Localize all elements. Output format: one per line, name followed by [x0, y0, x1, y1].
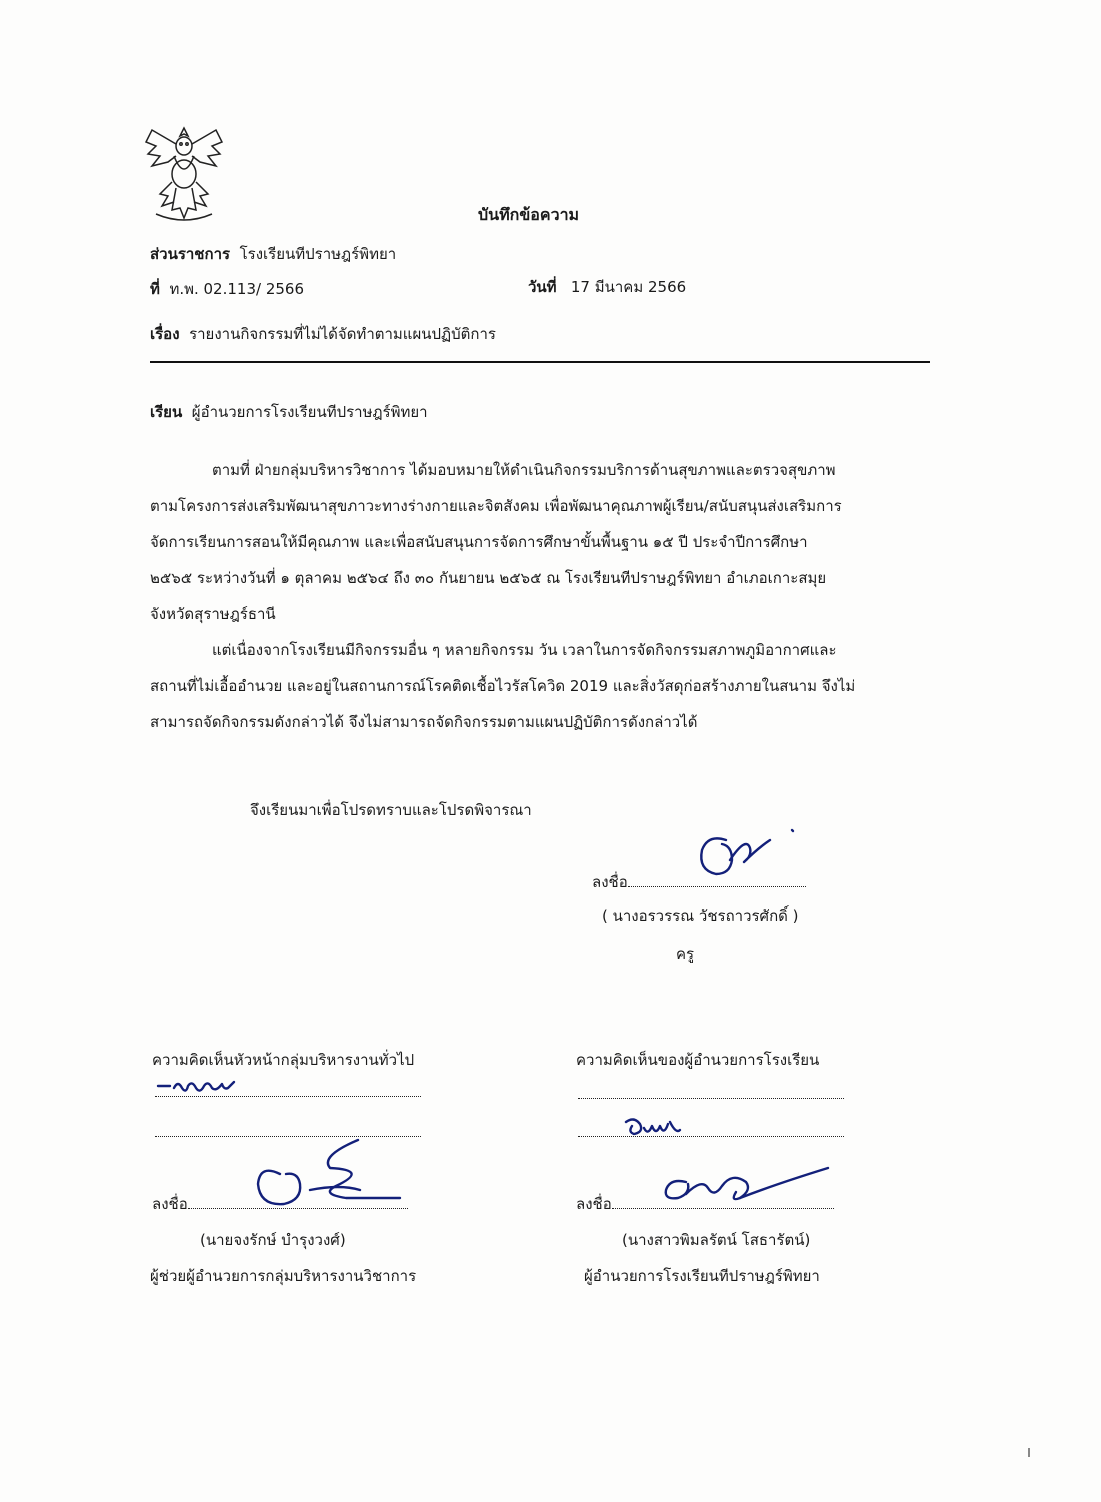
para1-line: ตามที่ ฝ่ายกลุ่มบริหารวิชาการ ได้มอบหมายให้ดำเนินกิจกรรมบริการด้านสุขภาพและตรวจสุขภาพ — [212, 461, 836, 479]
para1-line: ตามโครงการส่งเสริมพัฒนาสุขภาวะทางร่างกายและจิตสังคม เพื่อพัฒนาคุณภาพผู้เรียน/สนับสนุนส่งเสริมการ — [150, 497, 842, 515]
para2-line: สามารถจัดกิจกรรมดังกล่าวได้ จึงไม่สามารถจัดกิจกรรมตามแผนปฏิบัติการดังกล่าวได้ — [150, 713, 698, 731]
ref-label: ที่ — [150, 280, 160, 298]
to-value: ผู้อำนวยการโรงเรียนทีปราษฎร์พิทยา — [191, 403, 428, 421]
left-signature-icon — [250, 1134, 410, 1214]
left-signer-name: (นายจงรักษ์ บำรุงวงศ์) — [200, 1231, 346, 1249]
garuda-emblem-icon — [142, 122, 226, 226]
para1-line: จัดการเรียนการสอนให้มีคุณภาพ และเพื่อสนับสนุนการจัดการศึกษาขั้นพื้นฐาน ๑๕ ปี ประจำปีการศึกษา — [150, 533, 808, 551]
memo-title: บันทึกข้อความ — [478, 205, 580, 224]
right-comment-heading: ความคิดเห็นของผู้อำนวยการโรงเรียน — [576, 1051, 820, 1069]
left-comment-handwriting-icon — [154, 1074, 244, 1098]
right-comment-line — [578, 1136, 844, 1137]
agency-line — [150, 244, 396, 264]
para1-line: จังหวัดสุราษฎร์ธานี — [150, 605, 276, 623]
left-signer-position: ผู้ช่วยผู้อำนวยการกลุ่มบริหารงานวิชาการ — [150, 1267, 417, 1285]
closing-line: จึงเรียนมาเพื่อโปรดทราบและโปรดพิจารณา — [250, 801, 532, 819]
to-label: เรียน — [150, 403, 183, 421]
para2-line: สถานที่ไม่เอื้ออำนวย และอยู่ในสถานการณ์โรคติดเชื้อไวรัสโควิด 2019 และสิ่งวัสดุก่อสร้างภายในสนาม จึงไม่ — [150, 677, 856, 695]
subject-value: รายงานกิจกรรมที่ไม่ได้จัดทำตามแผนปฏิบัติการ — [189, 325, 496, 343]
header-divider — [150, 361, 930, 363]
right-signature-icon — [656, 1164, 836, 1214]
agency-value: โรงเรียนทีปราษฎร์พิทยา — [239, 245, 397, 263]
date-label: วันที่ — [528, 278, 557, 296]
right-comment-handwriting-icon — [620, 1114, 690, 1140]
scan-speck — [1028, 1448, 1030, 1457]
right-sign-label: ลงชื่อ — [576, 1195, 612, 1213]
right-signer-name: (นางสาวพิมลรัตน์ โสธารัตน์) — [622, 1231, 811, 1249]
date-value: 17 มีนาคม 2566 — [570, 278, 687, 296]
signer-sign-dots — [628, 886, 806, 887]
right-signer-position: ผู้อำนวยการโรงเรียนทีปราษฎร์พิทยา — [584, 1267, 820, 1285]
para1-line: ๒๕๖๕ ระหว่างวันที่ ๑ ตุลาคม ๒๕๖๔ ถึง ๓๐ กันยายน ๒๕๖๕ ณ โรงเรียนทีปราษฎร์พิทยา อำเภอเกาะสมุย — [150, 569, 827, 587]
signer-position: ครู — [676, 945, 695, 963]
right-comment-line — [578, 1098, 844, 1099]
signer-name: ( นางอรวรรณ วัชรถาวรศักดิ์ ) — [602, 907, 799, 925]
signer-sign-label: ลงชื่อ — [592, 873, 628, 891]
subject-label: เรื่อง — [150, 325, 180, 343]
para2-line: แต่เนื่องจากโรงเรียนมีกิจกรรมอื่น ๆ หลายกิจกรรม วัน เวลาในการจัดกิจกรรมสภาพภูมิอากาศและ — [212, 641, 837, 659]
subject-line — [150, 324, 496, 344]
to-line — [150, 402, 428, 422]
signer-signature-icon — [686, 826, 806, 886]
date-line — [528, 277, 686, 297]
agency-label: ส่วนราชการ — [150, 245, 231, 263]
left-sign-label: ลงชื่อ — [152, 1195, 188, 1213]
ref-value: ท.พ. 02.113/ 2566 — [169, 280, 304, 298]
left-comment-heading: ความคิดเห็นหัวหน้ากลุ่มบริหารงานทั่วไป — [152, 1051, 415, 1069]
ref-line — [150, 279, 304, 299]
